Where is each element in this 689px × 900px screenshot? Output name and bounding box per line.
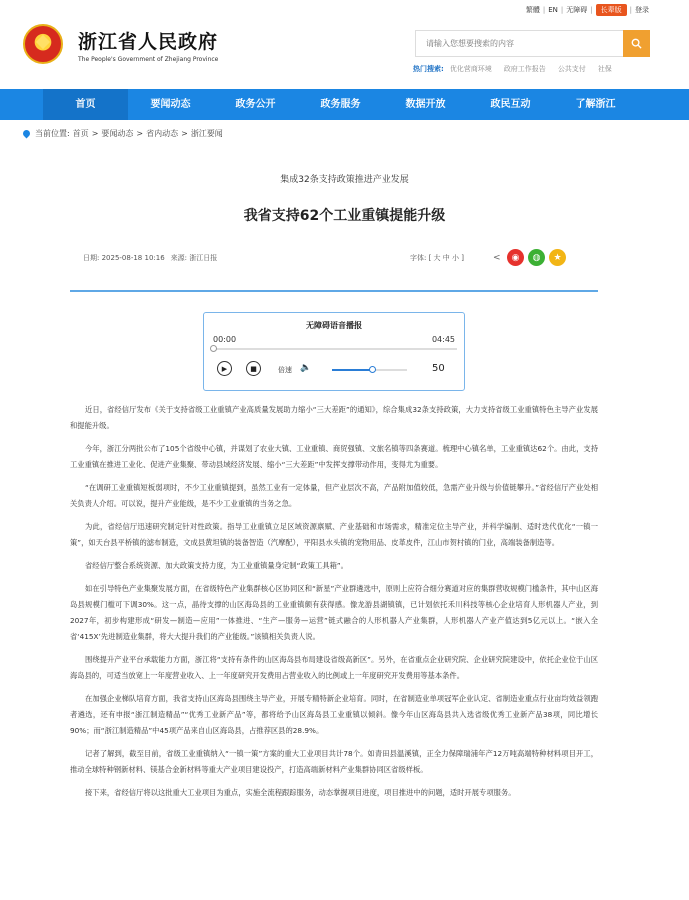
article-title: 我省支持62个工业重镇提能升级	[243, 208, 446, 224]
utility-bar	[526, 4, 649, 16]
article-paragraph: 如在引导特色产业集聚发展方面，在省级特色产业集群核心区协同区和“新星”产业群遴选中，原则上应符合细分赛道对应的集群营收规模门槛条件，其中山区海岛县规模门槛可下调30%。这一点，晶待支撑的山区海岛县的工业重镇颇有获得感。像龙游县湖镇镇，已计划依托禾川科技等核心企业培育人形机器人产业，到2027年，初步构建形成“研发—制造—应用”一体推进、“生产—服务—运营”链式融合的人形机器人产业集群，人形机器人产业产值达到5亿元以上。“嵌入全省‘415X’先进制造业集群，将大大提升我们的产业能级。”该镇相关负责人说。	[70, 584, 598, 641]
login-link[interactable]: 登录	[635, 6, 649, 14]
article-divider	[70, 290, 598, 292]
search-box	[415, 30, 650, 57]
article-meta	[83, 253, 217, 263]
site-title[interactable]: 浙江省人民政府	[78, 31, 219, 53]
stop-button[interactable]	[246, 361, 261, 376]
audio-current-time: 00:00	[213, 335, 237, 344]
breadcrumb-item[interactable]: 要闻动态	[101, 129, 134, 138]
article-source: 来源: 浙江日报	[170, 254, 218, 262]
breadcrumb-prefix: 当前位置:	[35, 129, 70, 138]
site-subtitle: The People's Government of Zhejiang Province	[78, 56, 219, 63]
main-nav	[0, 89, 689, 120]
audio-player	[203, 312, 465, 391]
search-icon	[631, 38, 642, 49]
hot-search	[413, 64, 612, 74]
playback-speed[interactable]: 倍速	[278, 366, 292, 374]
article-body	[70, 402, 598, 808]
nav-item-news[interactable]: 要闻动态	[150, 99, 191, 110]
breadcrumb-separator: >	[136, 129, 144, 138]
article-paragraph: 近日，省经信厅发布《关于支持省级工业重镇产业高质量发展助力缩小“三大差距”的通知》，综合集成32条支持政策，大力支持省级工业重镇特色主导产业发展和提能升级。	[70, 405, 598, 430]
breadcrumb-separator: >	[91, 129, 99, 138]
weibo-icon[interactable]: ◉	[507, 249, 524, 266]
article-paragraph: 记者了解到，截至目前，省级工业重镇纳入“一镇一策”方案的重大工业项目共计78个。如青田县温溪镇，正全力保障瑞浦年产12万吨高端特种材料项目开工，推动全球特种钢新材料、镁基合金新材料等重大产业项目建设投产，打造高端新材料产业集群协同区省级样板。	[70, 749, 598, 774]
nav-item-about-zhejiang[interactable]: 了解浙江	[575, 99, 616, 110]
elder-mode-button[interactable]: 长辈版	[596, 4, 627, 16]
breadcrumb-item[interactable]: 首页	[72, 129, 89, 138]
audio-player-title: 无障碍语音播报	[306, 321, 362, 330]
hot-search-item[interactable]: 优化营商环境	[449, 65, 492, 73]
site-header	[0, 18, 689, 88]
search-input[interactable]	[416, 31, 621, 56]
breadcrumb-item[interactable]: 浙江要闻	[190, 129, 223, 138]
article-paragraph: 今年，浙江分两批公布了105个省级中心镇，并谋划了农业大镇、工业重镇、商贸强镇、文旅名镇等四条赛道。梳理中心镇名单，工业重镇达62个。由此，支持工业重镇在推进工业化、促进产业集聚、带动县域经济发展、缩小“三大差距”中发挥支撑带动作用，变得尤为重要。	[70, 444, 598, 469]
article-paragraph: “在调研工业重镇短板弱项时，不少工业重镇提到，虽然工业有一定体量，但产业层次不高，产品附加值较低，急需产业升级与价值链攀升。”省经信厅产业处相关负责人介绍。可以说，提升产业能级，是不少工业重镇的当务之急。	[70, 483, 598, 508]
location-pin-icon	[22, 129, 32, 139]
article-paragraph: 接下来，省经信厅将以这批重大工业项目为重点，实施全流程跟踪服务，动态掌握项目进度，项目推进中的问题，适时开展专项服务。	[85, 788, 516, 797]
stop-icon: ■	[250, 364, 257, 373]
national-emblem-icon[interactable]	[23, 24, 63, 64]
play-button[interactable]	[217, 361, 232, 376]
breadcrumb	[23, 128, 223, 139]
traditional-link[interactable]: 繁體	[525, 6, 540, 14]
nav-item-services[interactable]: 政务服务	[320, 99, 361, 110]
qzone-icon[interactable]: ★	[549, 249, 566, 266]
separator: |	[542, 6, 546, 14]
article-paragraph: 围绕提升产业平台承载能力方面，浙江将“支持有条件的山区海岛县布局建设省级高新区”。另外，在省重点企业研究院、企业研究院建设中，依托企业位于山区海岛县的，可适当放宽上一年度营业收入、上一年度研究开发费用占营业收入的比例或上一年度研究开发费用等基本条件。	[70, 655, 598, 680]
english-link[interactable]: EN	[548, 6, 558, 14]
audio-duration: 04:45	[431, 335, 455, 344]
article-paragraph: 为此，省经信厅迅速研究制定针对性政策。指导工业重镇立足区域资源禀赋、产业基础和市场需求，精准定位主导产业，并科学编制、适时迭代优化“一镇一策”，如天台县平桥镇的滤布制造，文成县黄坦镇的装备智造（汽摩配），平阳县水头镇的宠物用品、皮革皮件，江山市贺村镇的门业，高端装备制造等。	[70, 522, 598, 547]
wechat-icon[interactable]: ◍	[528, 249, 545, 266]
hot-search-item[interactable]: 政府工作报告	[503, 65, 546, 73]
volume-value: 50	[432, 363, 445, 374]
nav-item-home[interactable]: 首页	[43, 89, 128, 120]
breadcrumb-item[interactable]: 省内动态	[146, 129, 179, 138]
article-subtitle: 集成32条支持政策推进产业发展	[280, 175, 409, 185]
play-icon: ▶	[221, 364, 228, 373]
share-bar	[493, 249, 566, 266]
article-date: 日期: 2025-08-18 10:16	[83, 254, 165, 262]
hot-search-label: 热门搜索:	[413, 65, 444, 73]
separator: |	[629, 6, 632, 14]
nav-item-open-data[interactable]: 数据开放	[405, 99, 446, 110]
article-paragraph: 省经信厅整合系统资源、加大政策支持力度，为工业重镇量身定制“政策工具箱”。	[85, 561, 348, 570]
hot-search-item[interactable]: 社保	[597, 65, 612, 73]
separator: |	[560, 6, 564, 14]
nav-item-interaction[interactable]: 政民互动	[490, 99, 531, 110]
volume-handle[interactable]	[369, 366, 376, 373]
nav-item-open-gov[interactable]: 政务公开	[235, 99, 276, 110]
article-paragraph: 在加强企业梯队培育方面，我省支持山区海岛县围绕主导产业，开展专精特新企业培育。同时，在省制造业单项冠军企业认定、省制造业重点行业亩均效益领跑者遴选，还有申报“浙江制造精品”“优秀工业新产品”等，都将给予山区海岛县工业重镇以倾斜。像今年山区海岛县共入选省级优秀工业新产品38项，同比增长90%；而“浙江制造精品”中45项产品来自山区海岛县，占推荐区县的28.9%。	[70, 694, 598, 735]
breadcrumb-separator: >	[181, 129, 188, 138]
separator: |	[590, 6, 593, 14]
audio-progress-handle[interactable]	[210, 345, 217, 352]
share-icon: <	[493, 252, 501, 263]
audio-progress-track[interactable]	[213, 348, 457, 350]
search-button[interactable]	[623, 30, 650, 57]
volume-icon[interactable]: 🔈	[300, 363, 312, 373]
font-size-selector[interactable]: 字体: [ 大 中 小 ]	[410, 254, 464, 262]
hot-search-item[interactable]: 公共支付	[557, 65, 586, 73]
accessibility-link[interactable]: 无障碍	[566, 6, 588, 14]
volume-fill	[332, 369, 370, 371]
